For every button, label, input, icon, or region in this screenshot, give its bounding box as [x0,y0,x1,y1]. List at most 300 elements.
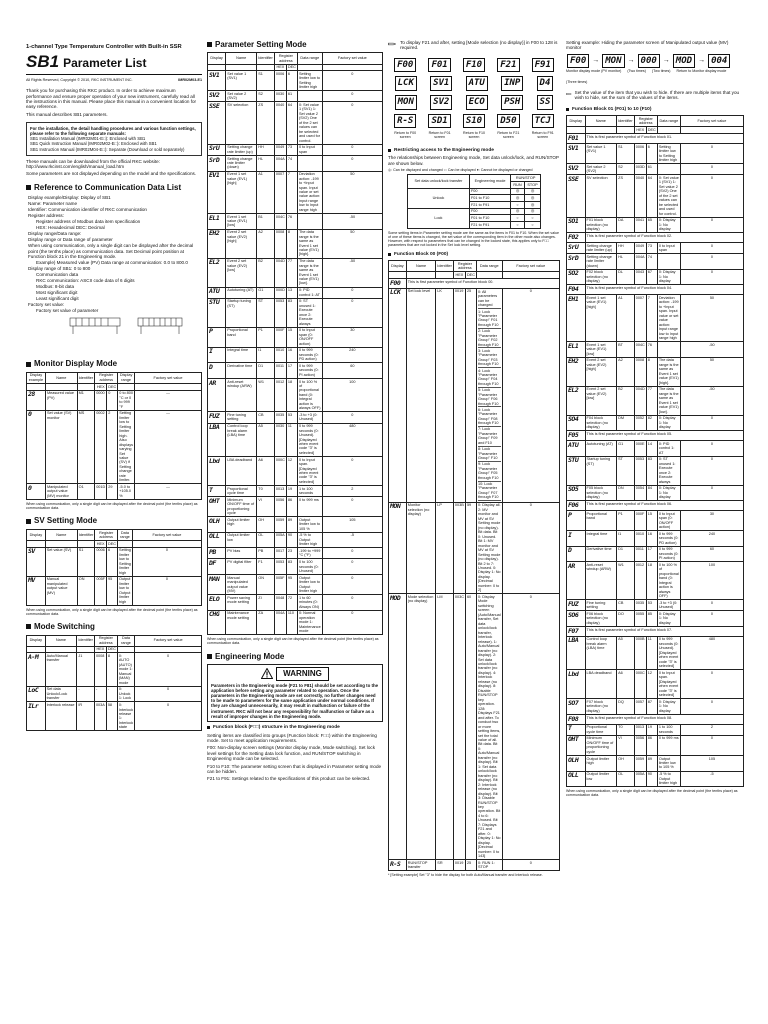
row-range-cell: 0: Display 1: No display [657,611,680,627]
reference-line: Least significant digit [36,296,79,302]
row-display-cell: OLH [208,517,226,533]
row-hex-cell: 0000 [95,390,107,410]
runstop-note: Some setting items in Parameter setting mode are the same as the items in F01 to F10. When the set value of one of these items is changed, the set value of the corresponding item in the other mode also changes. However, with respect to parameters that can be changed in the locked state, this applies only to F□□ parameters that are not locked in the Set lock level setting. [388,230,559,248]
sv-table [26,529,202,606]
row-dec-cell: 59 [465,502,476,594]
section-bullet-icon [26,185,31,190]
row-factory-cell: 0 [502,502,559,594]
row-name-cell: Setting change rate limiter (up) [226,144,257,155]
copyright: All Rights Reserved, Copyright © 2010, RKC INSTRUMENT INC. [26,77,133,82]
row-dec-cell: 67 [646,269,657,285]
row-dec-cell: 90 [286,532,297,548]
row-name-cell: Proportional band [585,511,617,531]
row-name-cell: Set lock level [406,288,435,502]
row-range-cell [657,164,680,175]
row-name-cell: Measured value (PV) [45,390,77,410]
table-row [208,548,383,559]
row-name-cell: F02 block selection (no display) [585,269,617,285]
row-dec-cell: 64 [646,175,657,217]
section-title: Function Block 00 (F00) [394,251,449,257]
row-identifier-cell: - [77,686,95,702]
warning-label: WARNING [276,667,329,680]
table-header-cell: Data range [476,261,502,272]
row-range-cell: 0 to Input span [657,243,680,254]
table-row [208,610,383,635]
row-range-cell: 0: Display Mode switching screen (Auto/Manual transfer, Set data unlock/lock transfer, Interlock release). 1: Auto/Manual transfer (no display). 2: Set data unlock/lock transfer (no display). 4: Interlock release (no display). 8: Disable RUN/STOP key operation. 128: Displays F21 and after. To conduct two or more setting items, set the total value of all. Bit data. Bit 0: Auto/Manual transfer (no display). Bit 1: Set data unlock/lock transfer (no display). Bit 2: Interlock release (no display). Bit 3: Disable RUN/STOP key operation. Bit 4 to 6: Unused. Bit 7: Displays F21 and after. 0: Display 1: No display. [Decimal number: 0 to 143] [477,594,501,859]
lcd-screen: MON [395,95,417,110]
row-hex-cell: 0049 [634,243,646,254]
restrict-title [388,148,560,154]
section-bullet-icon [207,654,212,659]
row-display-cell: DF [208,559,226,575]
row-identifier-cell: A1 [617,295,635,342]
row-range-cell: 0: ST unused 1: Execute once 2: Execute always [657,456,680,485]
row-range-cell: 0: Unlock 1: Lock [117,686,134,702]
table-row [208,327,383,347]
row-factory-cell: 0 [135,686,202,702]
row-factory-cell: 50 [322,171,382,213]
row-factory-cell: -50 [680,342,743,358]
row-factory-cell: -50 [680,386,743,415]
reference-line: Register address of Modbus data item specification [36,219,141,225]
row-name-cell: Output limiter high [585,755,617,771]
row-name-cell: LBA deadband [226,456,257,485]
row-dec-cell: 58 [106,702,117,731]
table-row [567,143,744,163]
row-display-cell: EH2 [208,229,226,258]
row-hex-cell: 0006 [634,143,646,163]
row-display-cell: SO1 [567,217,586,233]
rs-stop-header: STOP [524,182,540,189]
row-display-cell: MAN [208,575,226,595]
row-name-cell: Manual manipulated output value (MV) [45,576,77,605]
row-dec-cell: 19 [646,724,657,735]
row-dec-cell: 15 [286,327,297,347]
row-identifier-cell: G1 [617,441,635,457]
table-row [27,686,202,702]
row-factory-cell: 50 [322,229,382,258]
row-factory-cell: 60 [322,363,382,379]
row-range-cell [297,155,322,171]
row-factory-cell: — [135,484,202,500]
reference-line: Most significant digit [36,290,78,296]
row-display-cell: F06 [567,501,586,511]
row-name-cell: Setting change rate limiter (up) [585,243,617,254]
row-range-cell: 0 to 999 seconds (0: Unused). [Displayed when event code "3" is selected] [297,423,322,456]
row-dec-cell: 73 [646,243,657,254]
row-hex-cell: 0007 [274,171,286,213]
row-hex-cell: 0006 [95,547,107,576]
dec-header-cell: DEC [287,65,296,70]
flow-caption: Return to Monitor display mode [676,69,727,74]
dec-header-cell: DEC [108,541,117,546]
row-dec-cell: 18 [646,562,657,600]
row-name-cell: Output limiter low [226,532,257,548]
section-param [207,40,383,49]
row-hex-cell: 004A [274,155,286,171]
row-range-cell: Output limiter low to Output limiter high [119,577,131,604]
row-identifier-cell: MS [77,410,95,484]
reference-line: Register address: [28,213,65,219]
table-row [567,724,744,735]
row-display-cell: AR [567,562,586,600]
lcd-screen: SV1 [430,76,452,91]
row-factory-cell: 0 [322,412,382,423]
row-hex-cell: 0043 [634,269,646,285]
row-factory-cell: 0 [680,269,743,285]
lock-level-item: 9: Lock "Parameter Group" F05 through F10 [478,462,501,482]
table-header-cell: Display [389,261,407,272]
model-note: Some parameters are not displayed depending on the model and the specifications. [26,171,197,177]
table-row [567,627,744,637]
row-display-cell: F05 [567,431,586,441]
table-row [208,287,383,298]
param-note: When using communication, only a single digit can be displayed after the decimal point (the tenths place) as communication data. [207,637,379,646]
row-hex-cell: 0017 [274,548,286,559]
flow-caption: Monitor display mode (PV monitor) [566,69,622,74]
table-header-cell: Factory set value [502,261,559,272]
rs-mode-cell: F00 [469,188,510,195]
row-name-cell: Autotuning (AT) [585,441,617,457]
hex-header-cell: HEX [95,384,107,391]
row-dec-cell: 61 [286,91,297,102]
row-range-cell: 0: ST unused 1: Execute once 2: Execute always [297,298,322,327]
table-row [389,502,560,594]
row-range-cell: 0 to 999 seconds (0: Unused). [Displayed when event code "3" is selected] [658,637,679,669]
section-bullet-icon [388,253,391,256]
row-dec-cell: 77 [286,258,297,287]
row-display-cell: F04 [567,285,586,295]
reference-list [26,195,202,313]
table-row [567,342,744,358]
row-range-cell: -5 % to Output limiter high [297,532,322,548]
lcd-screen: F00 [567,54,589,69]
row-name-cell: F04 block selection (no display) [585,415,617,431]
table-subheader-cell [226,64,257,71]
row-display-cell: SSE [208,102,226,144]
row-dec-cell: 53 [286,412,297,423]
table-header-cell: Identifier [77,372,95,383]
lcd-screen: F01 [428,58,450,73]
row-dec-cell: 2 [107,410,118,484]
row-range-cell: 0 to Input span (0: ON/OFF action) [657,511,680,531]
row-hex-cell: 0057 [634,699,646,715]
hand-pointer-icon [388,40,396,48]
row-display-cell: SV1 [208,71,226,91]
flow-caption: (Two times) [627,69,646,74]
row-range-cell: 1 to 100 seconds [297,485,322,496]
row-name-cell: Startup tuning (ST) [585,456,617,485]
rs-stop-cell: ◎ [524,188,540,195]
row-range-cell: The data range is the same as Event 1 set value (EV1) [low]. [658,387,679,414]
lcd-screen: MOD [673,54,695,69]
table-header-cell: Display [208,53,226,64]
table-row [208,213,383,229]
lock-level-item: 10: Lock "Parameter Group" F07 through F10 [478,482,501,502]
doc-subtitle: 1-channel Type Temperature Controller with Built-in SSR [26,44,182,50]
return-label: Return to F00 screen [394,131,417,140]
row-identifier-cell: A1 [257,171,275,213]
row-factory-cell: 0 [132,576,201,605]
lock-level-item: 6: Lock "Parameter Group" F08 through F10 [478,407,501,427]
table-row [567,217,744,233]
table-row [27,653,202,686]
row-range-cell: 0 to 100 seconds (0: Unused) [297,559,322,575]
row-factory-cell: 0 [680,670,743,699]
section-switching [26,622,202,631]
table-row [208,347,383,363]
lcd-screen: 000 [638,54,660,69]
row-identifier-cell: B2 [257,258,275,287]
row-factory-cell: 0 [322,298,382,327]
section-bullet-icon [26,362,31,367]
row-hex-cell: 0006 [274,71,286,91]
section-title: SV Setting Mode [34,516,98,526]
table-subheader-cell [27,646,46,653]
section-title: Parameter Setting Mode [215,40,307,49]
table-row [567,254,744,270]
row-dec-cell: 77 [646,386,657,415]
row-identifier-cell: PB [257,548,275,559]
row-name-cell: RUN/STOP transfer [406,860,435,871]
table-subheader-cell [117,646,134,653]
row-identifier-cell: S2 [257,91,275,102]
hide-example-flow [566,53,744,70]
row-identifier-cell: G1 [257,287,275,298]
row-name-cell: Event 1 set value (EV1) [low] [585,342,617,358]
hex-header-cell: HEX [274,64,286,71]
return-label: Return to F91 screen [531,131,554,140]
row-name-cell: Output limiter low [585,771,617,787]
row-display-cell: LCK [389,288,407,502]
table-row [208,559,383,575]
table-row [208,517,383,533]
rs-lock-cell: Lock [407,208,469,228]
section-bullet-icon [207,42,212,47]
param-table [207,52,383,635]
row-identifier-cell: A6 [257,456,275,485]
row-factory-cell: 2 [680,724,743,735]
row-dec-cell: 64 [286,102,297,144]
row-display-cell: D [208,363,226,379]
row-dec-cell: 7 [646,295,657,342]
row-hex-cell: 000E [634,441,646,457]
row-hex-cell: 004D [634,386,646,415]
row-dec-cell: 8 [286,229,297,258]
row-display-cell: T [567,724,586,735]
row-name-cell: Monitor selection (no display) [406,502,435,594]
row-identifier-cell: ZA [257,610,275,635]
row-dec-cell: 85 [646,611,657,627]
row-identifier-cell: BT [617,342,635,358]
f00-text: F00: Non-display screen settings (Monitor display mode, Mode switching). Set lock level settings for the Setting data lock function, and RUN/STOP switching in Engineering mode can be selected. [207,745,375,762]
row-hex-cell: 000F [274,327,286,347]
set-value-note-text: Set the value of the item that you wish to hide. If there are multiple items that you wish to hide, set the sum of the values of the items. [574,89,740,101]
lock-level-item: 5: Lock "Parameter Group" F06 through F10 [478,388,501,408]
table-header-row [27,529,202,540]
row-dec-cell: 72 [286,595,297,611]
table-subheader-cell [45,646,77,653]
row-hex-cell: 005F [95,576,107,605]
table-row [567,175,744,217]
row-identifier-cell: IR [77,702,95,731]
row-display-cell: F01 [567,134,586,144]
table-row [567,269,744,285]
row-dec-cell: 0 [107,390,118,410]
rs-mode-cell: F21 to F91 [469,202,510,209]
row-name-cell: LBA deadband [585,670,617,699]
row-display-cell: SO6 [567,611,586,627]
section-title: Reference to Communication Data List [34,182,182,192]
rs-header-cell: Set data unlock/lock transfer [407,175,469,188]
table-subheader-row [27,646,202,653]
table-subheader-cell [118,384,135,391]
row-identifier-cell: A5 [617,636,635,669]
row-display-cell: SO4 [567,415,586,431]
row-identifier-cell: DL [617,269,635,285]
table-subheader-cell [45,384,77,391]
lcd-screen: F10 [463,58,485,73]
row-range-cell: -3 to +3 (0: Unused) [297,412,322,423]
lcd-screen: F91 [532,58,554,73]
row-dec-cell: 29 [107,484,118,500]
lock-level-item: 0: All parameters can be changed [478,289,501,309]
warning-box [207,664,383,722]
row-range-cell: Setting limiter low to Setting limiter high [657,143,680,163]
block-first-symbol-cell: This is first parameter symbol of Function block 01. [585,134,743,144]
table-row [567,431,744,441]
row-display-cell: F07 [567,627,586,637]
table-row [27,484,202,500]
row-hex-cell: 0055 [634,611,646,627]
row-range-cell: 0: Display 1: No display [657,699,680,715]
row-range-cell: 0 to 100 % of proportional band (0: Integral action is always OFF) [298,379,321,411]
row-dec-cell: 14 [646,441,657,457]
row-hex-cell: 0052 [634,415,646,431]
row-hex-cell: 0008 [94,653,106,686]
lcd-screen: TCJ [532,114,554,129]
table-subheader-row [27,541,202,548]
monitor-table [26,372,202,500]
row-factory-cell: 0 [502,860,559,871]
table-subheader-cell [406,272,435,279]
row-identifier-cell: T0 [257,485,275,496]
row-hex-cell: 000F [634,511,646,531]
row-hex-cell: 0040 [634,175,646,217]
row-hex-cell: 003B [453,502,465,594]
row-identifier-cell: HL [617,254,635,270]
table-header-cell: Factory set value [322,53,382,64]
row-name-cell: Minimum ON/OFF time of proportioning cycle [226,497,257,517]
column-1 [26,44,202,731]
row-dec-cell: 11 [646,636,657,669]
row-display-cell: STU [567,456,586,485]
row-identifier-cell: ON [257,575,275,595]
row-range-cell: 0 to Input span [297,144,322,155]
table-subheader-cell [436,272,454,279]
row-range-cell: 0 to 999 seconds (0: PD action) [658,531,679,545]
f21-text: F21 to F91: Settings related to the specifications of this product can be selected. [207,776,371,782]
lcd-screen: MON [602,54,624,69]
table-header-cell: Register address [94,635,117,646]
row-identifier-cell: ST [617,456,635,485]
row-display-cell: SV1 [567,143,586,163]
block-first-symbol-cell: This is first parameter symbol of Function block 07. [585,627,743,637]
f10-text: F10 to F10: The parameter setting screen that is displayed in Parameter setting mode can be hidden. [207,763,382,774]
row-hex-cell: 003C [453,594,465,860]
row-dec-cell: 95 [107,576,118,605]
row-name-cell: PV bias [226,548,257,559]
row-hex-cell: 004A [634,254,646,270]
fb01-table [566,115,744,787]
row-hex-cell: 0011 [274,363,286,379]
row-hex-cell: 0053 [634,456,646,485]
table-row [208,497,383,517]
arrow-right-icon: → [698,56,706,64]
row-identifier-cell: ST [257,298,275,327]
row-range-cell [476,288,502,502]
row-display-cell: SO2 [567,269,586,285]
row-range-cell: -199 to +999 °C (°F) [298,548,321,558]
row-factory-cell: 0 [135,702,202,731]
row-factory-cell: 100 [680,562,743,600]
rs-row [407,208,540,215]
row-factory-cell: 30 [680,511,743,531]
row-display-cell: MV [27,576,46,605]
reference-line: Factory set value of parameter [36,308,99,314]
block-first-symbol-cell: This is first parameter symbol of Function block 05. [585,431,743,441]
row-display-cell: T [208,485,226,496]
row-factory-cell: 0 [680,175,743,217]
table-header-row [389,261,560,272]
bullet-icon [388,149,391,152]
rs-lock-cell: Unlock [407,188,469,208]
row-identifier-cell: ON [77,576,95,605]
row-factory-cell: 0 [322,71,382,91]
row-dec-cell: 86 [286,497,297,517]
row-identifier-cell: LP [436,502,454,594]
row-factory-cell: 0 [680,243,743,254]
row-display-cell: ELO [208,595,226,611]
row-display-cell: OHT [208,497,226,517]
table-row [208,102,383,144]
row-display-cell: AR [208,378,226,411]
table-subheader-cell [208,64,226,71]
row-range-cell: -5 % to Output limiter high [657,771,680,787]
table-row [208,171,383,213]
row-display-cell: EH2 [567,357,586,386]
row-identifier-cell: LM [436,594,454,860]
row-factory-cell: -50 [322,213,382,229]
row-dec-cell: 19 [286,485,297,496]
row-factory-cell: 0 [680,600,743,611]
row-name-cell: Fine tuning setting [585,600,617,611]
section-bullet-icon [26,624,31,629]
row-name-cell: Event 2 set value (EV2) [high] [585,357,617,386]
table-header-cell: Register address [634,116,657,127]
row-name-cell: Startup tuning (ST) [226,298,257,327]
row-display-cell: CHG [208,610,226,635]
row-name-cell: Event 1 set value (EV1) [low] [226,213,257,229]
lcd-screen: S10 [463,114,485,129]
row-range-cell: -3 to +3 (0: Unused) [657,600,680,611]
table-row [27,410,202,484]
row-hex-cell: 0008 [634,357,646,386]
row-dec-cell: 17 [646,546,657,562]
row-factory-cell: 0 [680,164,743,175]
reference-line: HEX: Hexadecimal DEC: Decimal [36,225,105,231]
row-factory-cell: 0 [322,155,382,171]
